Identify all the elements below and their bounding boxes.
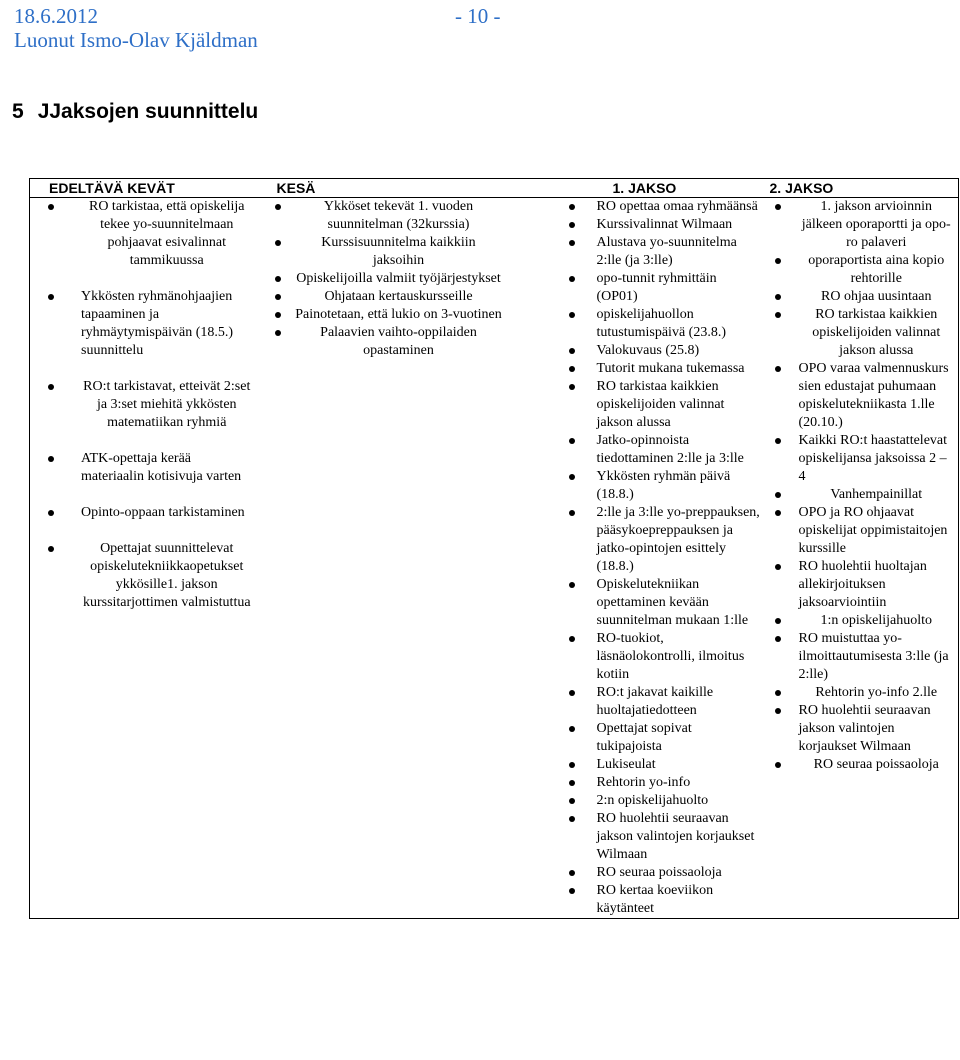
list-item (507, 306, 765, 342)
list-item-text: Palaavien vaihto-oppilaiden opastaminen (320, 325, 477, 358)
list-item-text: Ykkösten ryhmänohjaajien tapaaminen ja ryhmäytymispäivän (18.5.) suunnittelu (81, 289, 234, 358)
bullet-icon (775, 636, 781, 642)
bullet-icon (775, 312, 781, 318)
list-item-text: Lukiseulat (596, 757, 656, 772)
list-item-text: Ykkösten ryhmän päivä (18.8.) (596, 469, 731, 502)
table-header-row (30, 179, 959, 198)
list-item (765, 684, 959, 702)
bullet-icon (775, 258, 781, 264)
bullet-icon (569, 816, 575, 822)
bullet-list (765, 198, 959, 774)
bullet-icon (775, 690, 781, 696)
section-heading (12, 100, 258, 124)
list-item-text: RO huolehtii seuraavan jakson valintojen korjaukset Wilmaan (798, 703, 931, 754)
list-item (507, 216, 765, 234)
list-item (765, 288, 959, 306)
list-item (257, 288, 507, 306)
bullet-icon (775, 294, 781, 300)
header-date: 18.6.2012 (14, 4, 98, 28)
list-item (30, 288, 257, 360)
bullet-icon (569, 636, 575, 642)
list-item-text: Jatko-opinnoista tiedottaminen 2:lle ja 3:lle (596, 433, 744, 466)
bullet-icon (48, 294, 54, 300)
list-item (30, 378, 257, 432)
list-item (507, 360, 765, 378)
list-item-text: Rehtorin yo-info (596, 775, 691, 790)
bullet-icon (569, 582, 575, 588)
list-item-text: Opettajat sopivat tukipajoista (596, 721, 692, 754)
list-item-text: RO:t jakavat kaikille huoltajatiedotteen (596, 685, 714, 718)
bullet-icon (48, 510, 54, 516)
list-item (257, 270, 507, 288)
list-item (507, 378, 765, 432)
section-title: JJaksojen suunnittelu (37, 100, 259, 123)
bullet-icon (48, 204, 54, 210)
list-item-text: Rehtorin yo-info 2.lle (815, 685, 938, 700)
bullet-icon (569, 348, 575, 354)
bullet-icon (569, 870, 575, 876)
list-item-text: Vanhempainillat (830, 487, 923, 502)
bullet-icon (569, 690, 575, 696)
list-item (765, 612, 959, 630)
list-item-text: 1:n opiskelijahuolto (820, 613, 933, 628)
list-item-text: Kaikki RO:t haastattelevat opiskelijansa jaksoissa 2 – 4 (798, 433, 948, 484)
bullet-icon (775, 438, 781, 444)
list-item (30, 504, 257, 522)
list-item (765, 360, 959, 432)
bullet-icon (569, 762, 575, 768)
list-item (765, 756, 959, 774)
list-item-text: 2:lle ja 3:lle yo-preppauksen, pääsykoepreppauksen ja jatko-opintojen esittely (18.8.) (596, 505, 760, 574)
list-item (30, 540, 257, 612)
bullet-icon (569, 204, 575, 210)
list-item (257, 324, 507, 360)
list-item-text: Valokuvaus (25.8) (596, 343, 700, 358)
list-item (507, 234, 765, 270)
list-item-text: RO tarkistaa, että opiskelija tekee yo-suunnitelmaan pohjaavat esivalinnat tammikuussa (88, 199, 245, 268)
bullet-icon (569, 384, 575, 390)
bullet-icon (569, 888, 575, 894)
bullet-icon (775, 618, 781, 624)
list-item-text: RO ohjaa uusintaan (821, 289, 932, 304)
bullet-icon (775, 762, 781, 768)
planning-table (29, 178, 959, 919)
column-cell (30, 198, 257, 919)
list-item (765, 252, 959, 288)
list-item-text: Ykköset tekevät 1. vuoden suunnitelman (32kurssia) (323, 199, 474, 232)
list-item-text: RO seuraa poissaoloja (596, 865, 722, 880)
list-item-text: RO tarkistaa kaikkien opiskelijoiden valinnat jakson alussa (812, 307, 941, 358)
list-item-text: Alustava yo-suunnitelma 2:lle (ja 3:lle) (596, 235, 737, 268)
list-item-text: RO huolehtii huoltajan allekirjoituksen jaksoarviointiin (798, 559, 927, 610)
bullet-icon (275, 294, 281, 300)
bullet-icon (569, 780, 575, 786)
list-item-text: Opettajat suunnittelevat opiskelutekniikkaopetukset ykkösille1. jakson kurssitarjottimen valmistuttua (82, 541, 251, 610)
bullet-icon (48, 546, 54, 552)
list-item-text: RO opettaa omaa ryhmäänsä (596, 199, 758, 214)
bullet-icon (48, 384, 54, 390)
list-item (507, 684, 765, 720)
list-item-text: oporaportista aina kopio rehtorille (808, 253, 945, 286)
column-cell (257, 198, 507, 919)
bullet-icon (275, 276, 281, 282)
list-item (507, 774, 765, 792)
bullet-icon (275, 240, 281, 246)
list-item (507, 270, 765, 306)
header-author: Luonut Ismo-Olav Kjäldman (14, 28, 258, 52)
list-item-text: RO seuraa poissaoloja (813, 757, 939, 772)
list-item (30, 450, 257, 486)
list-item (507, 882, 765, 918)
list-item-text: Ohjataan kertauskursseille (324, 289, 473, 304)
bullet-icon (48, 456, 54, 462)
list-item (507, 198, 765, 216)
list-item (507, 720, 765, 756)
list-item-text: 1. jakson arvioinnin jälkeen oporaportti ja opo-ro palaveri (801, 199, 951, 250)
list-item-text: Opiskelijoilla valmiit työjärjestykset (296, 271, 501, 286)
list-item-text: Painotetaan, että lukio on 3-vuotinen (295, 307, 502, 322)
list-item-text: Kurssivalinnat Wilmaan (596, 217, 733, 232)
bullet-list (257, 198, 507, 360)
list-item-text: RO-tuokiot, läsnäolokontrolli, ilmoitus kotiin (596, 631, 745, 682)
list-item-text: OPO ja RO ohjaavat opiskelijat oppimistaitojen kurssille (798, 505, 948, 556)
bullet-icon (569, 222, 575, 228)
bullet-icon (569, 798, 575, 804)
list-item (507, 342, 765, 360)
list-item-text: RO huolehtii seuraavan jakson valintojen korjaukset Wilmaan (596, 811, 755, 862)
list-item (30, 198, 257, 270)
list-item (765, 432, 959, 486)
bullet-icon (775, 492, 781, 498)
list-item-text: Kurssisuunnitelma kaikkiin jaksoihin (321, 235, 476, 268)
list-item (765, 486, 959, 504)
list-item (765, 630, 959, 684)
bullet-icon (569, 474, 575, 480)
list-item-text: RO tarkistaa kaikkien opiskelijoiden valinnat jakson alussa (596, 379, 725, 430)
list-item (257, 198, 507, 234)
list-item-text: opiskelijahuollon tutustumispäivä (23.8.) (596, 307, 726, 340)
bullet-icon (775, 510, 781, 516)
list-item-text: RO muistuttaa yo-ilmoittautumisesta 3:lle (ja 2:lle) (798, 631, 949, 682)
list-item (257, 234, 507, 270)
bullet-icon (775, 708, 781, 714)
bullet-icon (775, 204, 781, 210)
list-item-text: RO kertaa koeviikon käytänteet (596, 883, 714, 916)
bullet-list (30, 198, 257, 612)
list-item (765, 558, 959, 612)
list-item (507, 810, 765, 864)
list-item-text: Opinto-oppaan tarkistaminen (81, 505, 245, 520)
bullet-icon (275, 312, 281, 318)
list-item (507, 468, 765, 504)
list-item (765, 198, 959, 252)
bullet-icon (569, 366, 575, 372)
bullet-icon (569, 240, 575, 246)
list-item (507, 630, 765, 684)
column-cell (765, 198, 959, 919)
list-item (507, 756, 765, 774)
column-header: EDELTÄVÄ KEVÄT (30, 179, 257, 198)
bullet-icon (569, 510, 575, 516)
list-item-text: RO:t tarkistavat, etteivät 2:set ja 3:set miehitä ykkösten matematiikan ryhmiä (83, 379, 251, 430)
list-item (507, 864, 765, 882)
table-row (30, 198, 959, 919)
column-header: 1. JAKSO (507, 179, 765, 198)
list-item (257, 306, 507, 324)
header-page-number: - 10 - (455, 4, 501, 28)
list-item (507, 432, 765, 468)
bullet-icon (275, 330, 281, 336)
bullet-icon (569, 276, 575, 282)
bullet-icon (775, 564, 781, 570)
list-item-text: OPO varaa valmennuskurs sien edustajat puhumaan opiskelutekniikasta 1.lle (20.10.) (798, 361, 949, 430)
list-item-text: ATK-opettaja kerää materiaalin kotisivuja varten (81, 451, 242, 484)
list-item (765, 306, 959, 360)
list-item-text: opo-tunnit ryhmittäin (OP01) (596, 271, 717, 304)
column-header: KESÄ (257, 179, 507, 198)
column-header: 2. JAKSO (765, 179, 959, 198)
list-item (507, 576, 765, 630)
list-item (765, 702, 959, 756)
bullet-icon (569, 726, 575, 732)
list-item (507, 504, 765, 576)
bullet-icon (775, 366, 781, 372)
bullet-list (507, 198, 765, 918)
bullet-icon (569, 312, 575, 318)
list-item-text: 2:n opiskelijahuolto (596, 793, 709, 808)
list-item (507, 792, 765, 810)
bullet-icon (569, 438, 575, 444)
column-cell (507, 198, 765, 919)
list-item (765, 504, 959, 558)
section-number: 5 (12, 100, 24, 123)
bullet-icon (275, 204, 281, 210)
list-item-text: Opiskelutekniikan opettaminen kevään suunnitelman mukaan 1:lle (596, 577, 749, 628)
list-item-text: Tutorit mukana tukemassa (596, 361, 745, 376)
